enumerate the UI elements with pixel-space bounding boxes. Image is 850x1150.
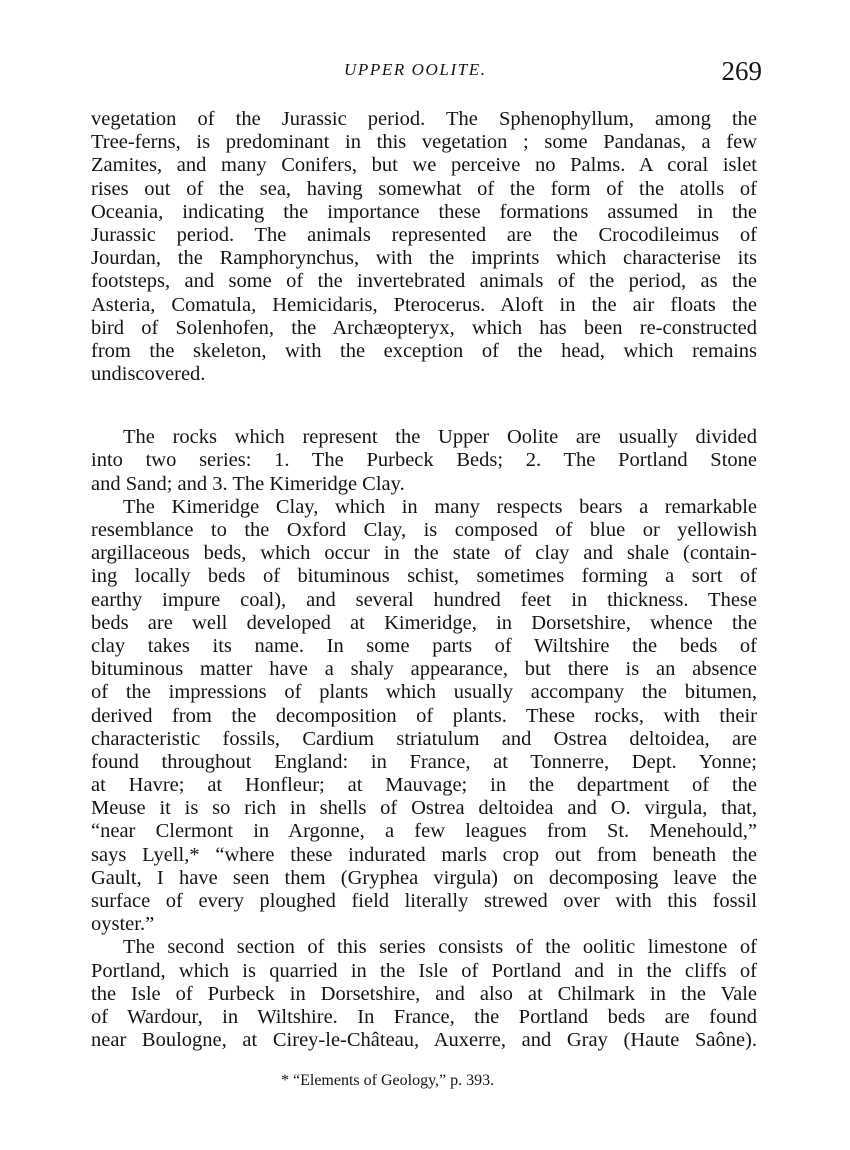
text-line: Meuse it is so rich in shells of Ostrea deltoidea and O. virgula, that, — [91, 797, 757, 820]
text-line: found throughout England: in France, at Tonnerre, Dept. Yonne; — [91, 750, 757, 773]
text-line: earthy impure coal), and several hundred feet in thickness. These — [91, 588, 757, 611]
footnote: * “Elements of Geology,” p. 393. — [281, 1072, 495, 1089]
text-line: The rocks which represent the Upper Oolite are usually divided — [123, 426, 757, 449]
text-line: beds are well developed at Kimeridge, in Dorsetshire, whence the — [91, 611, 757, 634]
text-line: and Sand; and 3. The Kimeridge Clay. — [91, 472, 405, 495]
text-line: clay takes its name. In some parts of Wiltshire the beds of — [91, 634, 757, 657]
text-line: Jourdan, the Ramphorynchus, with the imprints which characterise its — [91, 247, 757, 270]
text-line: into two series: 1. The Purbeck Beds; 2. The Portland Stone — [91, 449, 757, 472]
text-line: “near Clermont in Argonne, a few leagues from St. Menehould,” — [91, 820, 757, 843]
text-line: the Isle of Purbeck in Dorsetshire, and also at Chilmark in the Vale — [91, 982, 757, 1005]
text-line: from the skeleton, with the exception of the head, which remains — [91, 339, 757, 362]
text-line: footsteps, and some of the invertebrated animals of the period, as the — [91, 270, 757, 293]
text-line: Gault, I have seen them (Gryphea virgula) on decomposing leave the — [91, 866, 757, 889]
text-line: ing locally beds of bituminous schist, sometimes forming a sort of — [91, 565, 757, 588]
text-line: surface of every ploughed field literally strewed over with this fossil — [91, 890, 757, 912]
text-line: Jurassic period. The animals represented are the Crocodileimus of — [91, 223, 757, 246]
text-line: of the impressions of plants which usually accompany the bitumen, — [91, 681, 757, 704]
text-line: bird of Solenhofen, the Archæopteryx, which has been re-constructed — [91, 316, 757, 339]
paragraph — [91, 496, 757, 937]
text-line: near Boulogne, at Cirey-le-Château, Auxerre, and Gray (Haute Saône). — [91, 1029, 757, 1052]
text-line: undiscovered. — [91, 363, 206, 386]
text-line: at Havre; at Honfleur; at Mauvage; in the department of the — [91, 774, 757, 797]
running-head: UPPER OOLITE. — [344, 60, 487, 79]
text-line: of Wardour, in Wiltshire. In France, the Portland beds are found — [91, 1005, 757, 1028]
text-line: rises out of the sea, having somewhat of the form of the atolls of — [91, 177, 757, 200]
paragraph-gap — [91, 386, 757, 426]
page-number: 269 — [721, 56, 762, 86]
paragraph — [91, 108, 757, 386]
text-line: bituminous matter have a shaly appearance, but there is an absence — [91, 658, 757, 681]
text-line: The Kimeridge Clay, which in many respects bears a remarkable — [123, 495, 757, 518]
text-line: argillaceous beds, which occur in the state of clay and shale (contain- — [91, 542, 757, 565]
text-line: Zamites, and many Conifers, but we perceive no Palms. A coral islet — [91, 154, 757, 177]
text-line: Portland, which is quarried in the Isle of Portland and in the cliffs of — [91, 959, 757, 982]
text-line: derived from the decomposition of plants. These rocks, with their — [91, 704, 757, 727]
paragraph — [91, 936, 757, 1052]
paragraph — [91, 426, 757, 496]
text-line: vegetation of the Jurassic period. The Sphenophyllum, among the — [91, 108, 757, 130]
text-line: Tree-ferns, is predominant in this vegetation ; some Pandanas, a few — [91, 131, 757, 154]
body-text — [91, 108, 757, 1052]
text-line: Asteria, Comatula, Hemicidaris, Pterocerus. Aloft in the air floats the — [91, 293, 757, 316]
text-line: characteristic fossils, Cardium striatulum and Ostrea deltoidea, are — [91, 727, 757, 750]
text-line: The second section of this series consists of the oolitic limestone of — [123, 936, 757, 959]
text-line: Oceania, indicating the importance these formations assumed in the — [91, 200, 757, 223]
text-line: says Lyell,* “where these indurated marls crop out from beneath the — [91, 843, 757, 866]
text-line: resemblance to the Oxford Clay, is composed of blue or yellowish — [91, 519, 757, 541]
text-line: oyster.” — [91, 913, 155, 936]
